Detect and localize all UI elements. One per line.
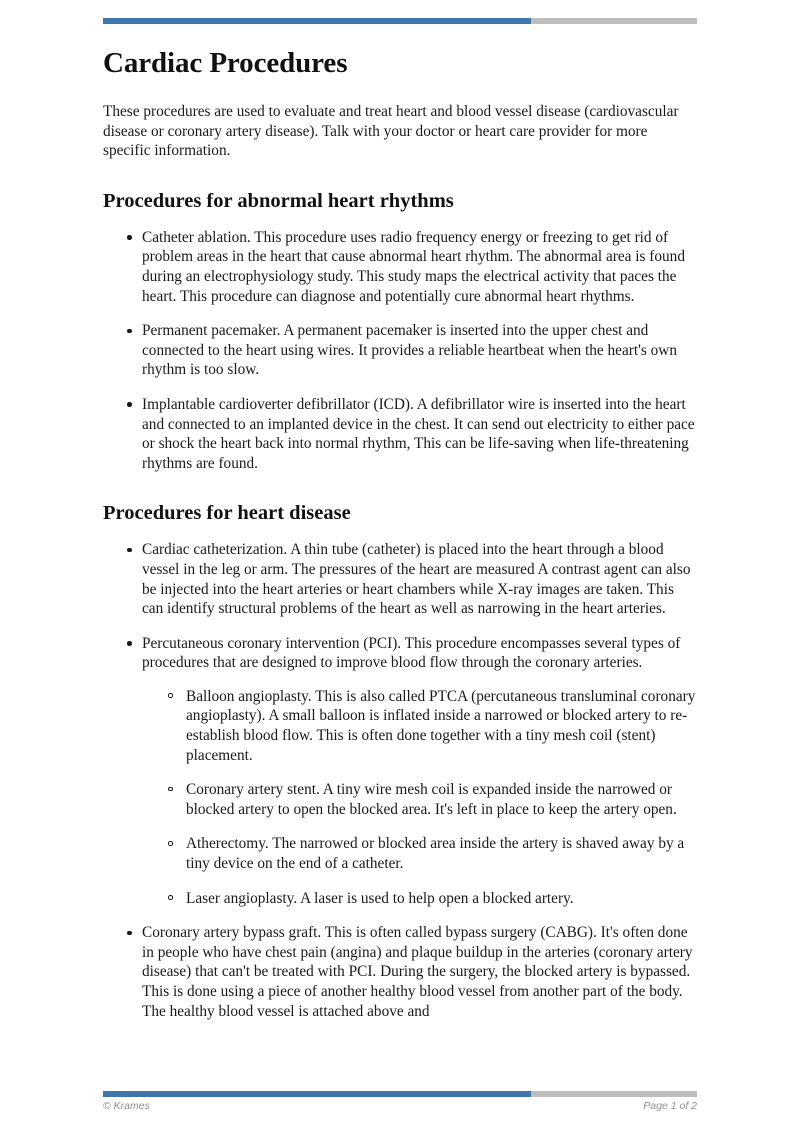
list-item xyxy=(103,923,697,1021)
list-item xyxy=(103,321,697,380)
header-rule xyxy=(103,18,697,24)
disc-bullet-icon xyxy=(127,641,132,646)
footer-rule-gray-segment xyxy=(531,1091,697,1097)
disc-bullet-icon xyxy=(127,329,132,334)
sub-list-item-text: Coronary artery stent. A tiny wire mesh coil is expanded inside the narrowed or blocked artery to open the blocked area. It's left in place to keep the artery open. xyxy=(186,781,677,818)
copyright-notice: © Krames xyxy=(103,1100,150,1112)
page-footer xyxy=(103,1100,697,1112)
bullet-list-heart-disease xyxy=(103,540,697,1021)
intro-paragraph: These procedures are used to evaluate and treat heart and blood vessel disease (cardiovascular disease or coronary artery disease). Talk with your doctor or heart care provider for more specific information. xyxy=(103,103,679,160)
disc-bullet-icon xyxy=(127,402,132,407)
circle-bullet-icon xyxy=(168,787,173,792)
list-item-text: Permanent pacemaker. A permanent pacemaker is inserted into the upper chest and connected to the heart using wires. It provides a reliable heartbeat when the heart's own rhythm is too slow. xyxy=(142,322,677,379)
sub-list-item-text: Balloon angioplasty. This is also called PTCA (percutaneous transluminal coronary angioplasty). A small balloon is inflated inside a narrowed or blocked artery to re-establish blood flow. This is often done together with a tiny mesh coil (stent) placement. xyxy=(186,687,696,764)
header-rule-gray-segment xyxy=(531,18,697,24)
list-item-text: Cardiac catheterization. A thin tube (catheter) is placed into the heart through a blood vessel in the leg or arm. The pressures of the heart are measured A contrast agent can also be injected into the heart arteries or heart chambers while X-ray images are taken. This can identify structural problems of the heart as well as narrowing in the heart arteries. xyxy=(142,541,691,618)
list-item-text: Percutaneous coronary intervention (PCI). This procedure encompasses several types of procedures that are designed to improve blood flow through the coronary arteries. xyxy=(142,634,681,672)
disc-bullet-icon xyxy=(127,931,132,936)
list-item-text: Coronary artery bypass graft. This is often called bypass surgery (CABG). It's often done in people who have chest pain (angina) and plaque buildup in the arteries (coronary artery disease) that can't be treated with PCI. During the surgery, the blocked artery is bypassed. This is done using a piece of another healthy blood vessel from another part of the body. The healthy blood vessel is attached above and xyxy=(142,924,693,1020)
section-heading-abnormal-heart-rhythms: Procedures for abnormal heart rhythms xyxy=(103,189,454,212)
list-item xyxy=(103,395,697,473)
sub-bullet-list-pci xyxy=(142,687,697,908)
disc-bullet-icon xyxy=(127,235,132,240)
sub-list-item xyxy=(142,834,697,873)
sub-list-item-text: Atherectomy. The narrowed or blocked area inside the artery is shaved away by a tiny device on the end of a catheter. xyxy=(186,835,685,873)
page-title: Cardiac Procedures xyxy=(103,47,348,79)
sub-list-item xyxy=(142,687,697,765)
circle-bullet-icon xyxy=(168,895,173,900)
header-rule-blue-segment xyxy=(103,18,531,24)
page-number: Page 1 of 2 xyxy=(643,1100,697,1112)
circle-bullet-icon xyxy=(168,693,173,698)
footer-rule-blue-segment xyxy=(103,1091,531,1097)
list-item xyxy=(103,540,697,618)
disc-bullet-icon xyxy=(127,548,132,553)
bullet-list-abnormal-heart-rhythms xyxy=(103,228,697,474)
list-item-text: Implantable cardioverter defibrillator (ICD). A defibrillator wire is inserted into the heart and connected to an implanted device in the chest. It can send out electricity to either pace or shock the heart back into normal rhythm, This can be life-saving when life-threatening rhythms are found. xyxy=(142,395,695,472)
list-item xyxy=(103,228,697,306)
sub-list-item xyxy=(142,780,697,819)
list-item xyxy=(103,634,697,909)
list-item-text: Catheter ablation. This procedure uses radio frequency energy or freezing to get rid of problem areas in the heart that cause abnormal heart rhythm. The abnormal area is found during an electrophysiology study. This study maps the electrical activity that paces the heart. This procedure can diagnose and potentially cure abnormal heart rhythms. xyxy=(142,228,685,305)
circle-bullet-icon xyxy=(168,841,173,846)
footer-rule xyxy=(103,1091,697,1097)
document-content xyxy=(103,46,697,1036)
sub-list-item xyxy=(142,889,697,909)
sub-list-item-text: Laser angioplasty. A laser is used to help open a blocked artery. xyxy=(186,889,574,907)
section-heading-heart-disease: Procedures for heart disease xyxy=(103,502,351,525)
